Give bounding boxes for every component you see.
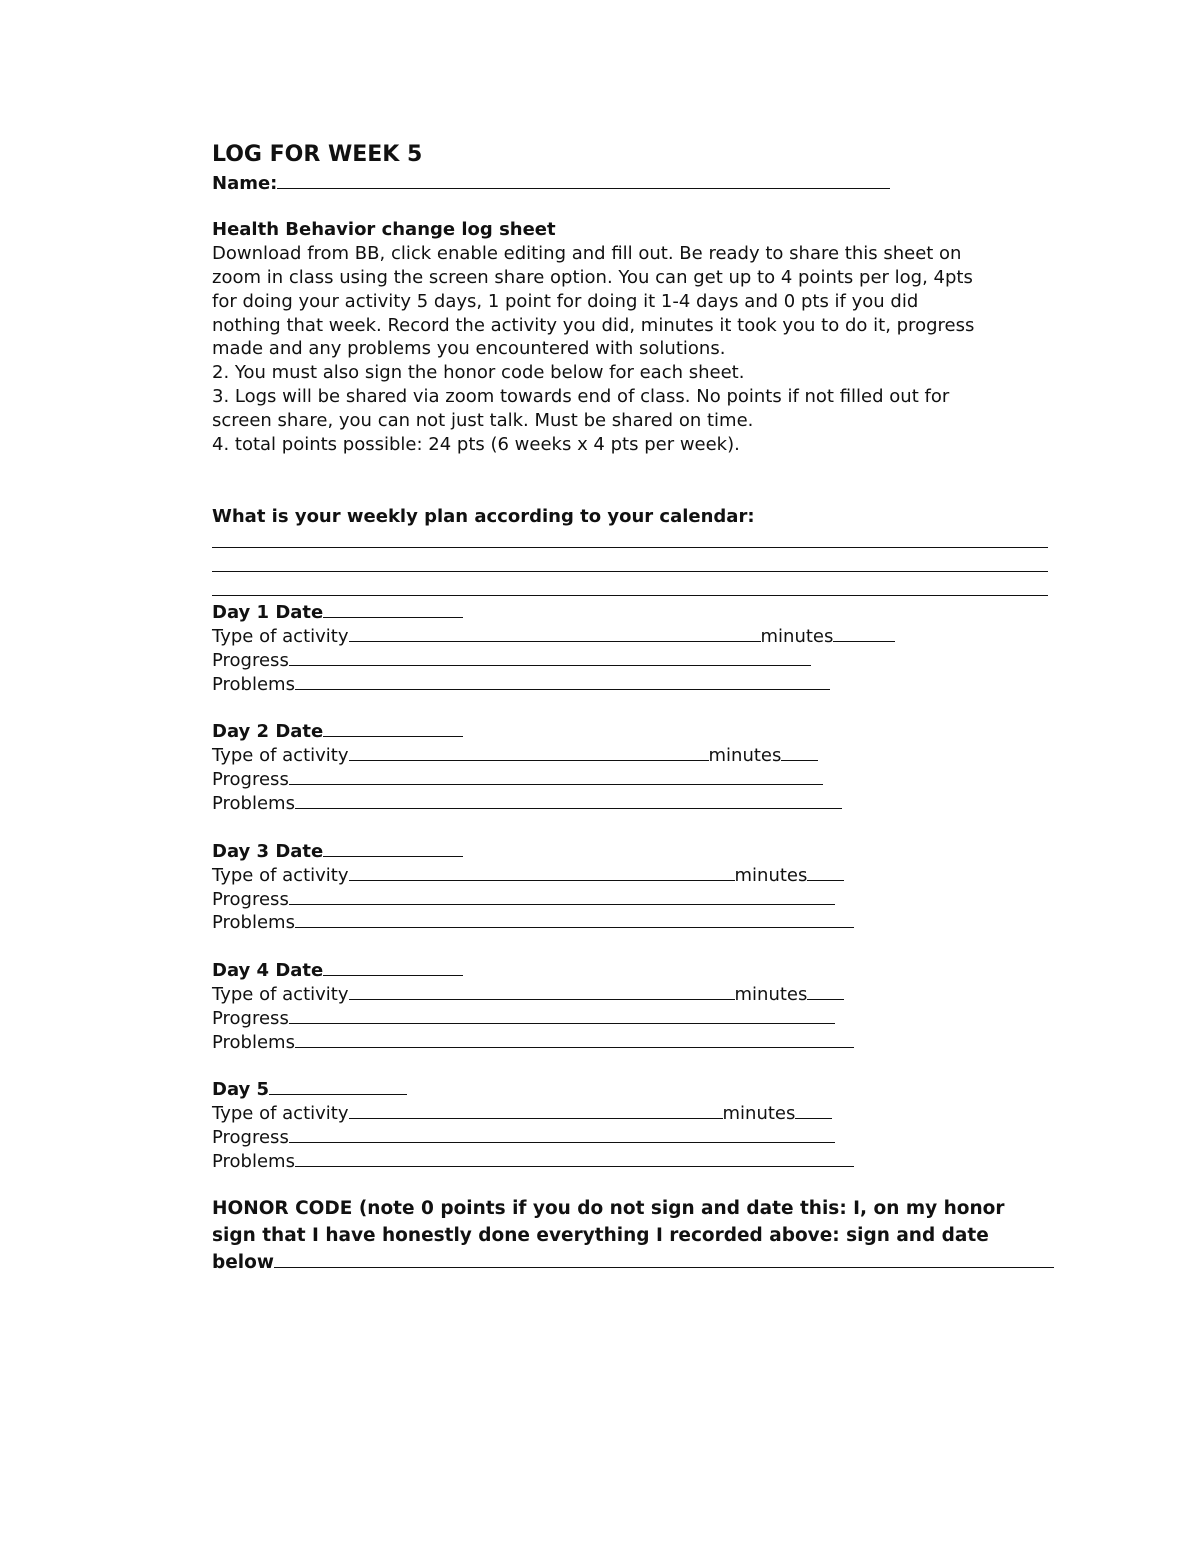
progress-label: Progress [212,769,289,790]
problems-label: Problems [212,912,295,933]
day-4-problems-row [212,1029,854,1055]
signature-field[interactable] [274,1249,1054,1268]
minutes-label: minutes [760,626,834,647]
weekly-plan-line-3[interactable] [212,595,1048,596]
instruction-line: 3. Logs will be shared via zoom towards end of class. No points if not filled out for [212,386,950,407]
day-label: Day 5 [212,1079,270,1100]
day-1-activity-field[interactable] [349,623,761,642]
minutes-label: minutes [722,1103,796,1124]
day-5-date-row [212,1076,407,1102]
day-5-minutes-field[interactable] [795,1100,832,1119]
day-label: Day 4 Date [212,960,324,981]
problems-label: Problems [212,1151,295,1172]
day-2-activity-row [212,742,818,768]
honor-code-line: HONOR CODE (note 0 points if you do not sign and date this: I, on my honor [212,1198,1005,1219]
day-4-date-row [212,957,463,983]
activity-label: Type of activity [212,984,349,1005]
day-3-minutes-field[interactable] [807,862,844,881]
day-1-date-field[interactable] [323,599,463,618]
day-5-activity-row [212,1100,832,1126]
day-2-progress-field[interactable] [289,766,823,785]
day-4-progress-field[interactable] [289,1005,835,1024]
activity-label: Type of activity [212,865,349,886]
day-4-date-field[interactable] [323,957,463,976]
day-4-activity-field[interactable] [349,981,735,1000]
day-1-problems-row [212,671,830,697]
day-5-date-field[interactable] [269,1076,407,1095]
day-3-problems-field[interactable] [295,909,854,928]
problems-label: Problems [212,793,295,814]
activity-label: Type of activity [212,1103,349,1124]
instruction-line: Download from BB, click enable editing and fill out. Be ready to share this sheet on [212,243,962,264]
day-4-progress-row [212,1005,835,1031]
progress-label: Progress [212,1008,289,1029]
instruction-line: 4. total points possible: 24 pts (6 weeks x 4 pts per week). [212,434,740,455]
section-heading: Health Behavior change log sheet [212,219,556,240]
instruction-line: for doing your activity 5 days, 1 point for doing it 1-4 days and 0 pts if you did [212,291,919,312]
problems-label: Problems [212,674,295,695]
day-label: Day 2 Date [212,721,324,742]
instruction-line: nothing that week. Record the activity you did, minutes it took you to do it, progress [212,315,975,336]
name-label: Name: [212,173,278,194]
day-1-progress-row [212,647,811,673]
activity-label: Type of activity [212,626,349,647]
weekly-plan-prompt: What is your weekly plan according to your calendar: [212,506,755,527]
day-5-problems-field[interactable] [295,1148,854,1167]
day-1-activity-row [212,623,895,649]
day-3-activity-field[interactable] [349,862,735,881]
name-field[interactable] [277,170,890,189]
day-3-date-field[interactable] [323,838,463,857]
problems-label: Problems [212,1032,295,1053]
day-3-activity-row [212,862,844,888]
day-1-problems-field[interactable] [295,671,830,690]
day-5-progress-row [212,1124,835,1150]
day-3-problems-row [212,909,854,935]
instruction-line: made and any problems you encountered with solutions. [212,338,726,359]
day-3-progress-field[interactable] [289,886,835,905]
day-2-date-row [212,718,463,744]
honor-code-below-label: below [212,1252,274,1273]
day-4-activity-row [212,981,844,1007]
day-2-minutes-field[interactable] [781,742,818,761]
day-3-date-row [212,838,463,864]
day-5-problems-row [212,1148,854,1174]
progress-label: Progress [212,1127,289,1148]
page-title: LOG FOR WEEK 5 [212,142,423,167]
day-2-progress-row [212,766,823,792]
weekly-plan-line-2[interactable] [212,571,1048,572]
day-2-problems-field[interactable] [295,790,842,809]
minutes-label: minutes [734,865,808,886]
day-label: Day 3 Date [212,841,324,862]
activity-label: Type of activity [212,745,349,766]
instruction-line: zoom in class using the screen share option. You can get up to 4 points per log, 4pts [212,267,973,288]
day-2-date-field[interactable] [323,718,463,737]
day-4-problems-field[interactable] [295,1029,854,1048]
instruction-line: 2. You must also sign the honor code below for each sheet. [212,362,745,383]
day-2-activity-field[interactable] [349,742,709,761]
honor-code-line: sign that I have honestly done everything I recorded above: sign and date [212,1225,989,1246]
day-2-problems-row [212,790,842,816]
honor-code-signature-row [212,1249,1054,1276]
day-1-minutes-field[interactable] [833,623,895,642]
day-1-progress-field[interactable] [289,647,811,666]
minutes-label: minutes [708,745,782,766]
progress-label: Progress [212,889,289,910]
day-4-minutes-field[interactable] [807,981,844,1000]
minutes-label: minutes [734,984,808,1005]
instruction-line: screen share, you can not just talk. Must be shared on time. [212,410,754,431]
day-5-progress-field[interactable] [289,1124,835,1143]
progress-label: Progress [212,650,289,671]
day-5-activity-field[interactable] [349,1100,723,1119]
day-label: Day 1 Date [212,602,324,623]
day-1-date-row [212,599,463,625]
weekly-plan-line-1[interactable] [212,547,1048,548]
name-row [212,170,890,196]
